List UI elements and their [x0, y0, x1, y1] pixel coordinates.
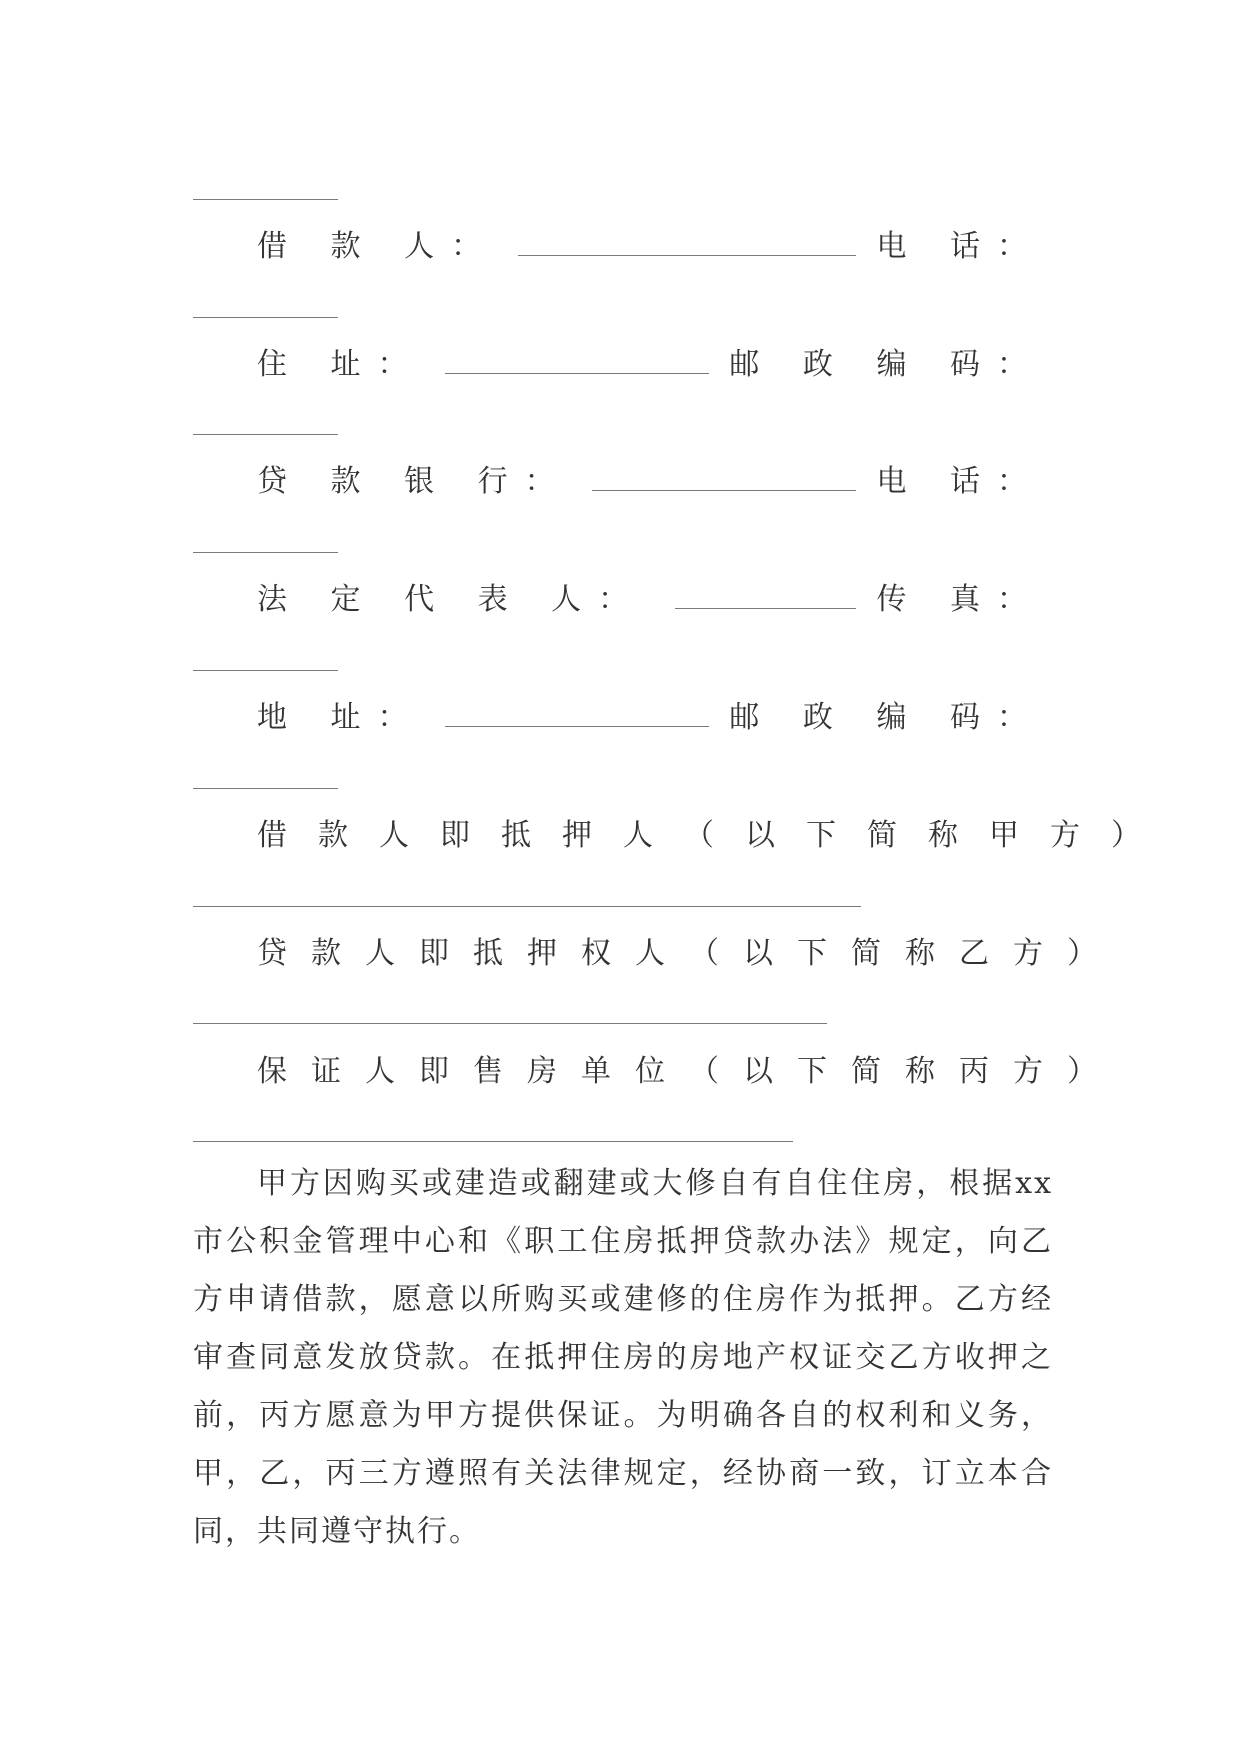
bank-row	[257, 464, 1044, 499]
blank-line	[193, 552, 338, 553]
location-label: 地 址：	[257, 700, 425, 735]
blank-line	[193, 434, 338, 435]
legal-rep-fax-label: 传 真：	[876, 582, 1044, 617]
borrower-label: 借 款 人：	[257, 229, 499, 264]
legal-rep-row	[257, 582, 1044, 617]
location-field[interactable]	[445, 726, 710, 727]
borrower-row	[257, 229, 1044, 264]
role-b-text: 贷款人即抵押权人（以下简称乙方）	[257, 936, 1121, 971]
location-postcode-label: 邮 政 编 码：	[729, 700, 1044, 735]
role-row	[257, 818, 1172, 853]
blank-line	[193, 1023, 827, 1024]
borrower-phone-label: 电 话：	[876, 229, 1044, 264]
bank-phone-label: 电 话：	[876, 464, 1044, 499]
blank-line	[193, 670, 338, 671]
legal-rep-field[interactable]	[675, 608, 856, 609]
borrower-field[interactable]	[518, 255, 856, 256]
legal-rep-label: 法 定 代 表 人：	[257, 582, 646, 617]
bank-label: 贷 款 银 行：	[257, 464, 572, 499]
role-a-text: 借款人即抵押人（以下简称甲方）	[257, 818, 1172, 853]
bank-field[interactable]	[592, 490, 857, 491]
role-row	[257, 1054, 1121, 1089]
location-row	[257, 700, 1044, 735]
blank-line	[193, 199, 338, 200]
role-c-text: 保证人即售房单位（以下简称丙方）	[257, 1054, 1121, 1089]
address-label: 住 址：	[257, 347, 425, 382]
address-postcode-label: 邮 政 编 码：	[729, 347, 1044, 382]
blank-line	[193, 317, 338, 318]
address-row	[257, 347, 1044, 382]
blank-line	[193, 788, 338, 789]
blank-line	[193, 906, 861, 907]
preamble-paragraph: 甲方因购买或建造或翻建或大修自有自住住房，根据xx市公积金管理中心和《职工住房抵押贷款办法》规定，向乙方申请借款，愿意以所购买或建修的住房作为抵押。乙方经审查同意发放贷款。在抵押住房的房地产权证交乙方收押之前，丙方愿意为甲方提供保证。为明确各自的权利和义务，甲，乙，丙三方遵照有关法律规定，经协商一致，订立本合同，共同遵守执行。	[193, 1166, 1053, 1549]
blank-line	[193, 1141, 793, 1142]
address-field[interactable]	[445, 373, 710, 374]
role-row	[257, 936, 1121, 971]
